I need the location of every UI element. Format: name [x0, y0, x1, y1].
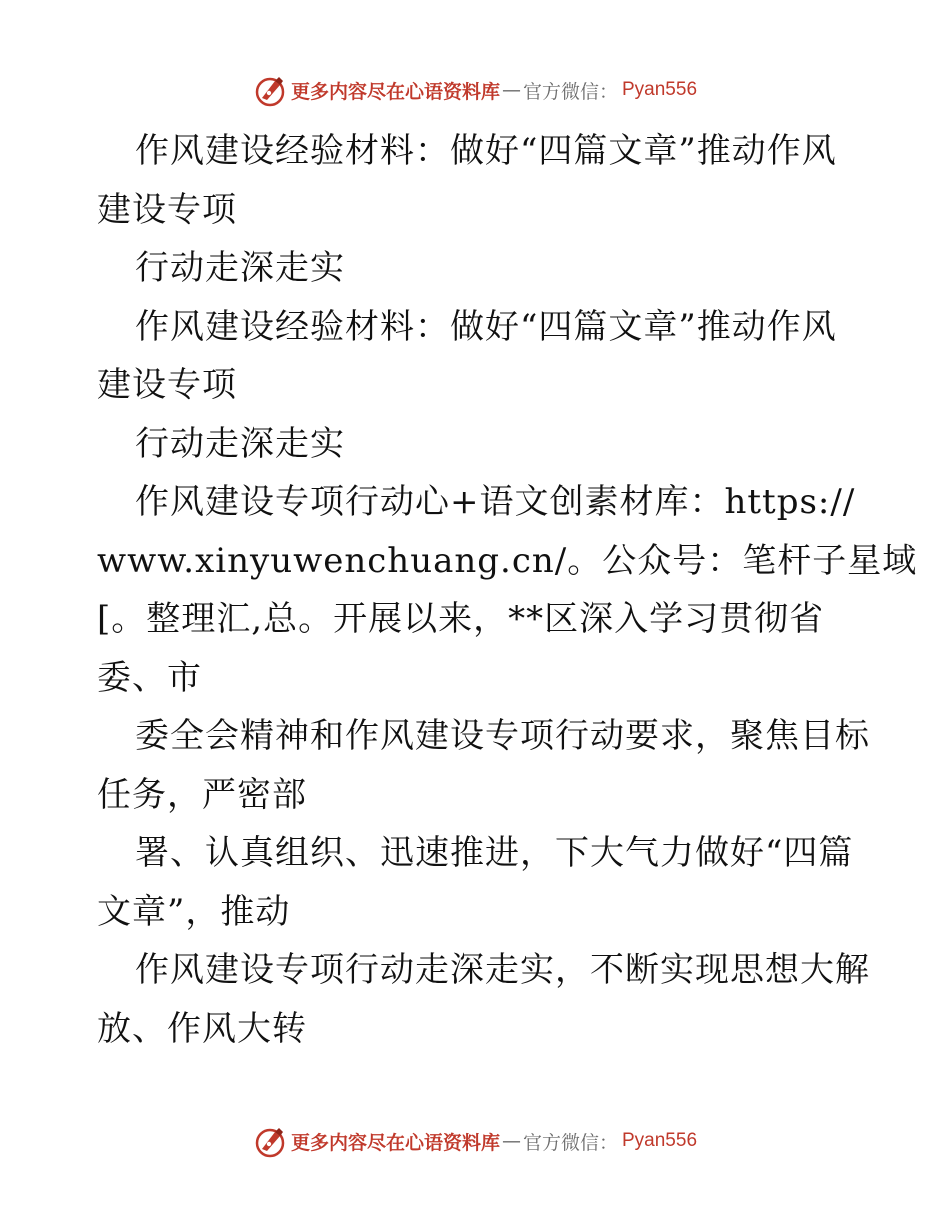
paragraph-line: 放、作风大转	[97, 1008, 307, 1049]
paragraph-line: [。整理汇,总。开展以来，**区深入学习贯彻省	[97, 599, 825, 639]
banner-title: 更多内容尽在心语资料库	[290, 80, 500, 103]
paragraph-line: 署、认真组织、迅速推进，下大气力做好“四篇	[135, 833, 854, 873]
banner-wechat-id: Pyan556	[622, 1130, 698, 1151]
paragraph-line: www.xinyuwenchuang.cn/。公众号：笔杆子星域	[97, 540, 918, 581]
paragraph-line: 作风建设专项行动心+语文创素材库：https://	[135, 482, 856, 522]
paragraph-line: 建设专项	[97, 189, 237, 230]
header-banner	[0, 72, 950, 108]
paragraph-line: 委、市	[97, 657, 202, 698]
paragraph-line: 文章”，推动	[97, 891, 291, 932]
banner-dash: —	[501, 79, 521, 101]
paragraph-line: 作风建设经验材料：做好“四篇文章”推动作风	[135, 306, 837, 347]
paragraph-line: 作风建设经验材料：做好“四篇文章”推动作风	[135, 131, 837, 171]
paragraph-line: 作风建设专项行动走深走实，不断实现思想大解	[135, 950, 870, 990]
footer-banner	[0, 1123, 950, 1159]
paragraph-line: 任务，严密部	[97, 774, 307, 815]
pen-nib-logo-icon	[253, 1124, 287, 1158]
banner-dash: —	[501, 1130, 521, 1152]
document-body	[97, 122, 918, 1058]
paragraph-line: 委全会精神和作风建设专项行动要求，聚焦目标	[135, 716, 870, 756]
paragraph-line: 建设专项	[97, 365, 237, 405]
banner-wechat-id: Pyan556	[622, 79, 698, 100]
paragraph-line: 行动走深走实	[135, 423, 345, 464]
banner-wechat-label: 官方微信：	[522, 1131, 618, 1154]
banner-wechat-label: 官方微信：	[522, 80, 618, 103]
banner-title: 更多内容尽在心语资料库	[290, 1131, 500, 1154]
pen-nib-logo-icon	[253, 73, 287, 107]
paragraph-line: 行动走深走实	[135, 248, 345, 288]
